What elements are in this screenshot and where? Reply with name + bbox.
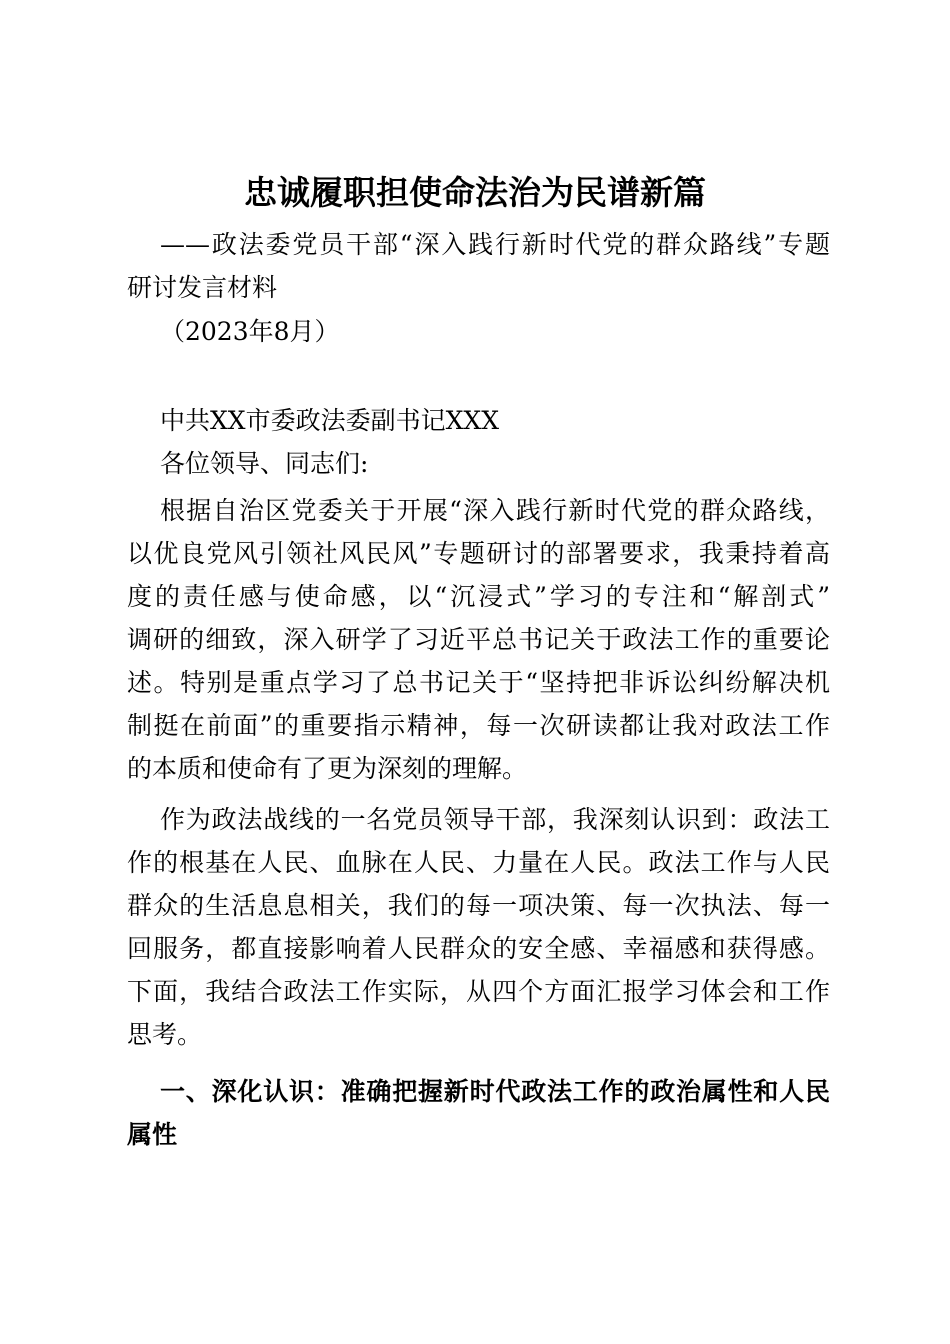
salutation: 各位领导、同志们: bbox=[160, 449, 369, 478]
paragraph-line: 下面，我结合政法工作实际，从四个方面汇报学习体会和工作 bbox=[127, 977, 830, 1006]
paragraph-line: 思考。 bbox=[127, 1020, 203, 1049]
section-heading: 属性 bbox=[127, 1120, 178, 1149]
paragraph-line: 回服务，都直接影响着人民群众的安全感、幸福感和获得感。 bbox=[127, 934, 830, 963]
paragraph-line: 的本质和使命有了更为深刻的理解。 bbox=[127, 754, 528, 783]
subtitle-line: ——政法委党员干部“深入践行新时代党的群众路线”专题 bbox=[160, 230, 830, 259]
paragraph-line: 作的根基在人民、血脉在人民、力量在人民。政法工作与人民 bbox=[127, 848, 830, 877]
paragraph-line: 述。特别是重点学习了总书记关于“坚持把非诉讼纠纷解决机 bbox=[127, 668, 830, 697]
paragraph-line: 作为政法战线的一名党员领导干部，我深刻认识到：政法工 bbox=[160, 805, 830, 834]
paragraph-line: 群众的生活息息相关，我们的每一项决策、每一次执法、每一 bbox=[127, 891, 830, 920]
section-heading: 一、深化认识：准确把握新时代政法工作的政治属性和人民 bbox=[160, 1077, 830, 1106]
paragraph-line: 以优良党风引领社风民风”专题研讨的部署要求，我秉持着高 bbox=[127, 539, 830, 568]
paragraph-line: 调研的细致，深入研学了习近平总书记关于政法工作的重要论 bbox=[127, 625, 830, 654]
paragraph-line: 制挺在前面”的重要指示精神，每一次研读都让我对政法工作 bbox=[127, 711, 830, 740]
document-date: （2023年8月） bbox=[160, 317, 340, 346]
paragraph-line: 度的责任感与使命感，以“沉浸式”学习的专注和“解剖式” bbox=[127, 582, 830, 611]
author-line: 中共XX市委政法委副书记XXX bbox=[160, 406, 499, 435]
subtitle-line: 研讨发言材料 bbox=[127, 273, 278, 302]
paragraph-line: 根据自治区党委关于开展“深入践行新时代党的群众路线， bbox=[160, 496, 830, 525]
document-title: 忠诚履职担使命法治为民谱新篇 bbox=[244, 173, 706, 212]
